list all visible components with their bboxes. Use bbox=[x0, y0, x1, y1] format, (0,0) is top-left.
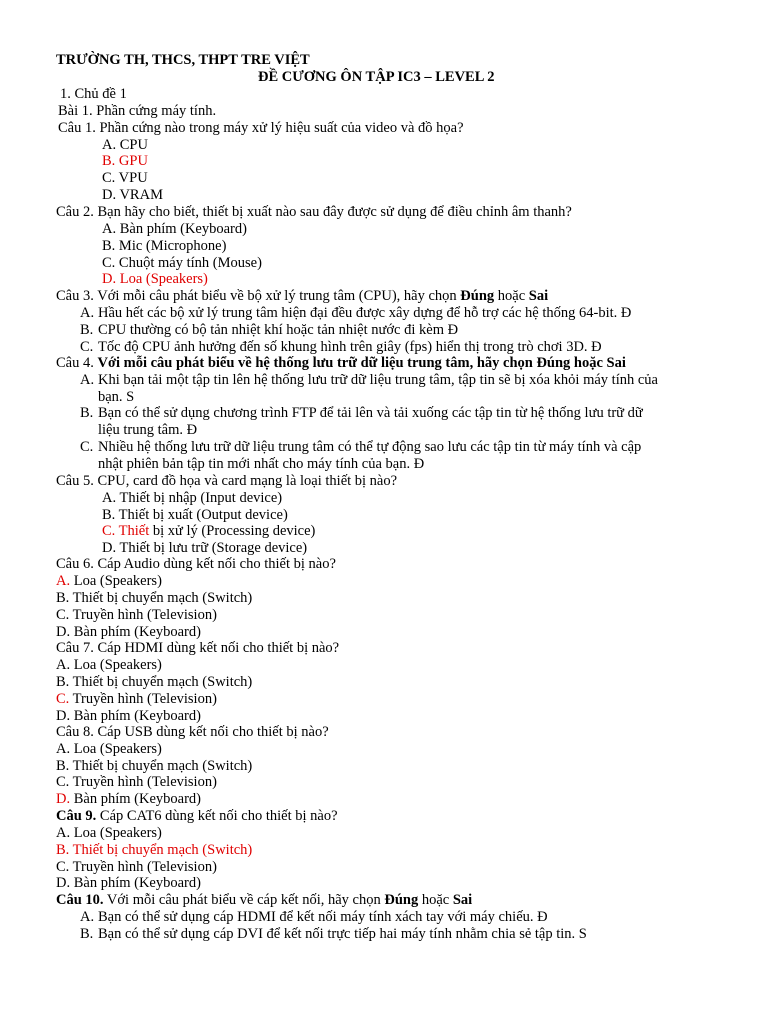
question-3-item-c bbox=[80, 339, 602, 356]
question-6-option-b: B. Thiết bị chuyển mạch (Switch) bbox=[56, 590, 253, 606]
option-text: Bàn phím (Keyboard) bbox=[70, 791, 201, 807]
question-3-stem-text: Câu 3. Với mỗi câu phát biểu về bộ xử lý trung tâm (CPU), hãy chọn bbox=[56, 288, 461, 304]
question-7-option-b: B. Thiết bị chuyển mạch (Switch) bbox=[56, 674, 253, 690]
question-4-item-c-cont: nhật phiên bản tập tin mới nhất cho máy tính của bạn. Đ bbox=[98, 456, 425, 472]
question-7-option-c bbox=[56, 691, 217, 708]
question-4-stem-text: Với mỗi câu phát biểu về hệ thống lưu trữ dữ liệu trung tâm, hãy chọn Đúng hoặc Sai bbox=[97, 355, 626, 371]
item-text: Hầu hết các bộ xử lý trung tâm hiện đại đều được xây dựng để hỗ trợ các hệ thống 64-bit. Đ bbox=[98, 305, 632, 321]
question-2-option-c: C. Chuột máy tính (Mouse) bbox=[102, 255, 262, 271]
question-6-option-c: C. Truyền hình (Television) bbox=[56, 607, 217, 623]
question-4-item-a-cont: bạn. S bbox=[98, 389, 135, 405]
question-3-item-b bbox=[80, 322, 458, 339]
question-7-option-a: A. Loa (Speakers) bbox=[56, 657, 162, 673]
false-word: Sai bbox=[528, 288, 549, 304]
or-word: hoặc bbox=[418, 892, 453, 908]
item-label: B. bbox=[80, 322, 94, 338]
question-9-option-b: B. Thiết bị chuyển mạch (Switch) bbox=[56, 842, 253, 858]
item-text: Khi bạn tải một tập tin lên hệ thống lưu trữ dữ liệu trung tâm, tập tin sẽ bị xóa khỏi máy tính của bbox=[98, 372, 658, 388]
option-text: Loa (Speakers) bbox=[70, 573, 162, 589]
question-4-stem bbox=[56, 355, 626, 372]
question-9-option-c: C. Truyền hình (Television) bbox=[56, 859, 217, 875]
answer-letter: D. bbox=[56, 791, 71, 807]
item-label: C. bbox=[80, 439, 94, 455]
lesson-heading: Bài 1. Phần cứng máy tính. bbox=[58, 103, 217, 119]
question-10-number: Câu 10. bbox=[56, 892, 104, 908]
question-2-option-d: D. Loa (Speakers) bbox=[102, 271, 208, 287]
or-word: hoặc bbox=[494, 288, 529, 304]
answer-highlight: C. Thiết bbox=[102, 523, 150, 539]
item-label: A. bbox=[80, 372, 95, 388]
question-7-stem: Câu 7. Cáp HDMI dùng kết nối cho thiết bị nào? bbox=[56, 640, 340, 656]
question-10-item-a bbox=[80, 909, 548, 926]
question-9-stem-text: Cáp CAT6 dùng kết nối cho thiết bị nào? bbox=[96, 808, 338, 824]
question-7-option-d: D. Bàn phím (Keyboard) bbox=[56, 708, 201, 724]
item-label: B. bbox=[80, 926, 94, 942]
question-4-number: Câu 4. bbox=[56, 355, 98, 371]
question-6-option-a bbox=[56, 573, 162, 590]
question-4-item-b-cont: liệu trung tâm. Đ bbox=[98, 422, 198, 438]
question-1-stem: Câu 1. Phần cứng nào trong máy xử lý hiệu suất của video và đồ họa? bbox=[58, 120, 464, 136]
item-text: Nhiều hệ thống lưu trữ dữ liệu trung tâm có thể tự động sao lưu các tập tin từ máy tính và cập bbox=[98, 439, 642, 455]
item-text: Bạn có thể sử dụng cáp HDMI để kết nối máy tính xách tay với máy chiếu. Đ bbox=[98, 909, 548, 925]
question-2-option-b: B. Mic (Microphone) bbox=[102, 238, 227, 254]
question-1-option-a: A. CPU bbox=[102, 137, 148, 153]
question-8-option-b: B. Thiết bị chuyển mạch (Switch) bbox=[56, 758, 253, 774]
question-10-stem-text: Với mỗi câu phát biểu về cáp kết nối, hãy chọn bbox=[103, 892, 385, 908]
item-label: A. bbox=[80, 305, 95, 321]
question-3-stem bbox=[56, 288, 548, 305]
item-label: C. bbox=[80, 339, 94, 355]
item-text: Bạn có thể sử dụng chương trình FTP để tải lên và tải xuống các tập tin từ hệ thống lưu trữ dữ bbox=[98, 405, 643, 421]
question-1-option-d: D. VRAM bbox=[102, 187, 163, 203]
option-text: bị xử lý (Processing device) bbox=[149, 523, 316, 539]
question-6-option-d: D. Bàn phím (Keyboard) bbox=[56, 624, 201, 640]
item-text: Tốc độ CPU ảnh hưởng đến số khung hình trên giây (fps) hiển thị trong trò chơi 3D. Đ bbox=[98, 339, 602, 355]
false-word: Sai bbox=[452, 892, 473, 908]
question-5-option-b: B. Thiết bị xuất (Output device) bbox=[102, 507, 288, 523]
question-10-item-b bbox=[80, 926, 587, 943]
question-8-option-c: C. Truyền hình (Television) bbox=[56, 774, 217, 790]
question-8-option-a: A. Loa (Speakers) bbox=[56, 741, 162, 757]
question-4-item-b bbox=[80, 405, 643, 422]
item-text: Bạn có thể sử dụng cáp DVI để kết nối trực tiếp hai máy tính nhằm chia sẻ tập tin. S bbox=[98, 926, 587, 942]
question-9-option-d: D. Bàn phím (Keyboard) bbox=[56, 875, 201, 891]
question-1-option-c: C. VPU bbox=[102, 170, 148, 186]
question-10-stem bbox=[56, 892, 472, 909]
question-5-stem: Câu 5. CPU, card đồ họa và card mạng là loại thiết bị nào? bbox=[56, 473, 398, 489]
document-title: ĐỀ CƯƠNG ÔN TẬP IC3 – LEVEL 2 bbox=[258, 69, 495, 85]
question-5-option-d: D. Thiết bị lưu trữ (Storage device) bbox=[102, 540, 308, 556]
true-word: Đúng bbox=[384, 892, 419, 908]
school-name: TRƯỜNG TH, THCS, THPT TRE VIỆT bbox=[56, 52, 310, 68]
question-5-option-c bbox=[102, 523, 315, 540]
answer-letter: C. bbox=[56, 691, 70, 707]
question-3-item-a bbox=[80, 305, 631, 322]
question-9-number: Câu 9. bbox=[56, 808, 97, 824]
question-2-stem: Câu 2. Bạn hãy cho biết, thiết bị xuất nào sau đây được sử dụng để điều chỉnh âm thanh? bbox=[56, 204, 572, 220]
option-text: Truyền hình (Television) bbox=[69, 691, 217, 707]
item-label: B. bbox=[80, 405, 94, 421]
question-6-stem: Câu 6. Cáp Audio dùng kết nối cho thiết bị nào? bbox=[56, 556, 336, 572]
question-2-option-a: A. Bàn phím (Keyboard) bbox=[102, 221, 247, 237]
question-9-stem bbox=[56, 808, 338, 825]
item-text: CPU thường có bộ tản nhiệt khí hoặc tản nhiệt nước đi kèm Đ bbox=[98, 322, 459, 338]
question-8-option-d bbox=[56, 791, 201, 808]
question-9-option-a: A. Loa (Speakers) bbox=[56, 825, 162, 841]
topic-heading: 1. Chủ đề 1 bbox=[60, 86, 127, 102]
question-5-option-a: A. Thiết bị nhập (Input device) bbox=[102, 490, 283, 506]
question-1-option-b: B. GPU bbox=[102, 153, 148, 169]
question-4-item-a bbox=[80, 372, 658, 389]
question-4-item-c bbox=[80, 439, 641, 456]
true-word: Đúng bbox=[460, 288, 495, 304]
question-8-stem: Câu 8. Cáp USB dùng kết nối cho thiết bị nào? bbox=[56, 724, 329, 740]
item-label: A. bbox=[80, 909, 95, 925]
answer-letter: A. bbox=[56, 573, 71, 589]
